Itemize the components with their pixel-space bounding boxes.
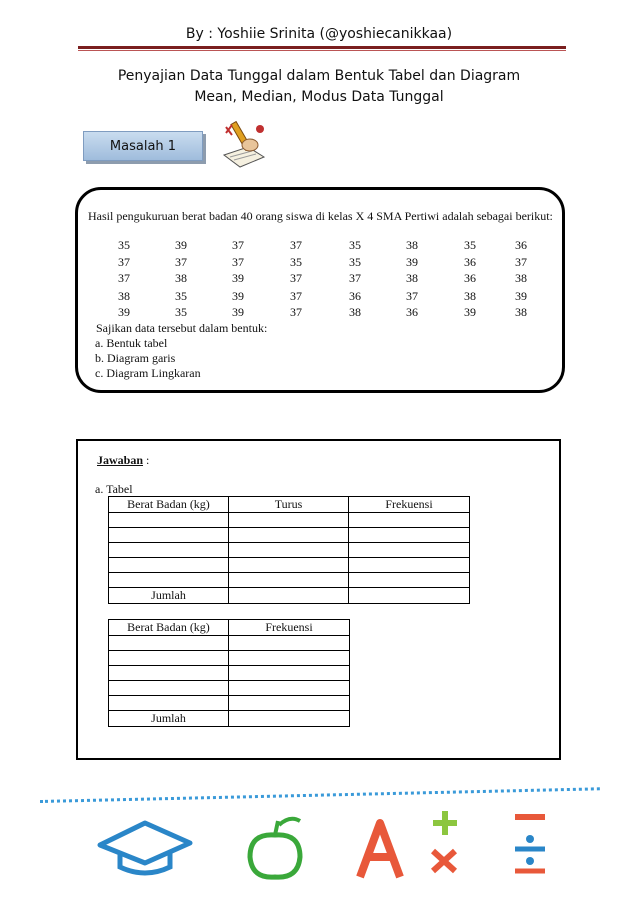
data-value: 35 bbox=[349, 238, 361, 252]
data-value: 36 bbox=[464, 271, 476, 285]
table-cell[interactable] bbox=[349, 588, 470, 604]
graduation-cap-icon bbox=[100, 823, 190, 873]
table-cell[interactable] bbox=[109, 681, 229, 696]
data-value: 36 bbox=[515, 238, 527, 252]
data-value: 37 bbox=[290, 305, 302, 319]
footer-decoration bbox=[90, 805, 610, 885]
column-header: Frekuensi bbox=[349, 497, 470, 513]
answer-heading-colon: : bbox=[143, 453, 150, 467]
table-header-row bbox=[109, 620, 350, 636]
data-value: 38 bbox=[118, 289, 130, 303]
data-value: 37 bbox=[118, 271, 130, 285]
table-cell[interactable] bbox=[349, 543, 470, 558]
table-cell[interactable] bbox=[229, 588, 349, 604]
data-value: 35 bbox=[175, 305, 187, 319]
table-cell[interactable] bbox=[229, 573, 349, 588]
instruction-item: c. Diagram Lingkaran bbox=[95, 366, 201, 380]
total-label: Jumlah bbox=[109, 588, 229, 604]
writing-hand-icon bbox=[218, 117, 270, 169]
header-rule-thin bbox=[78, 50, 566, 51]
data-value: 37 bbox=[232, 238, 244, 252]
table-cell[interactable] bbox=[229, 681, 350, 696]
table-cell[interactable] bbox=[229, 528, 349, 543]
data-value: 39 bbox=[464, 305, 476, 319]
instruction-block bbox=[96, 321, 267, 381]
data-value: 38 bbox=[406, 271, 418, 285]
footer-dotted-line bbox=[40, 787, 600, 803]
data-value: 39 bbox=[118, 305, 130, 319]
table-cell[interactable] bbox=[229, 558, 349, 573]
data-value: 39 bbox=[175, 238, 187, 252]
table-row bbox=[109, 513, 470, 528]
table-cell[interactable] bbox=[229, 651, 350, 666]
data-value: 37 bbox=[349, 271, 361, 285]
problem-intro: Hasil pengukuruan berat badan 40 orang siswa di kelas X 4 SMA Pertiwi adalah sebagai berikut: bbox=[88, 209, 553, 223]
data-value: 35 bbox=[290, 255, 302, 269]
table-row bbox=[109, 558, 470, 573]
page-title: Penyajian Data Tunggal dalam Bentuk Tabel dan Diagram bbox=[117, 68, 521, 84]
data-value: 37 bbox=[515, 255, 527, 269]
letter-a-icon bbox=[360, 823, 400, 877]
data-value: 38 bbox=[515, 271, 527, 285]
table-cell[interactable] bbox=[109, 666, 229, 681]
data-value: 38 bbox=[349, 305, 361, 319]
divide-icon bbox=[515, 835, 545, 871]
data-value: 39 bbox=[515, 289, 527, 303]
table-row bbox=[109, 636, 350, 651]
table-cell[interactable] bbox=[109, 636, 229, 651]
masalah-badge: Masalah 1 bbox=[83, 131, 203, 161]
data-value: 37 bbox=[118, 255, 130, 269]
table-cell[interactable] bbox=[229, 543, 349, 558]
data-value: 37 bbox=[290, 289, 302, 303]
table-row bbox=[109, 543, 470, 558]
table-row bbox=[109, 681, 350, 696]
table-cell[interactable] bbox=[109, 696, 229, 711]
data-value: 35 bbox=[175, 289, 187, 303]
table-row bbox=[109, 696, 350, 711]
table-total-row bbox=[109, 588, 470, 604]
answer-heading bbox=[97, 453, 149, 468]
table-cell[interactable] bbox=[229, 711, 350, 727]
answer-heading-label: Jawaban bbox=[97, 453, 144, 467]
data-value: 37 bbox=[290, 238, 302, 252]
table-cell[interactable] bbox=[229, 513, 349, 528]
column-header: Frekuensi bbox=[229, 620, 350, 636]
frequency-tally-table bbox=[108, 496, 470, 604]
data-value: 36 bbox=[349, 289, 361, 303]
data-value: 37 bbox=[232, 255, 244, 269]
header-rule bbox=[78, 46, 566, 49]
data-value: 37 bbox=[175, 255, 187, 269]
table-row bbox=[109, 528, 470, 543]
table-cell[interactable] bbox=[109, 513, 229, 528]
table-cell[interactable] bbox=[109, 543, 229, 558]
times-icon bbox=[433, 851, 455, 871]
data-value: 37 bbox=[406, 289, 418, 303]
data-value: 38 bbox=[406, 238, 418, 252]
data-value: 39 bbox=[232, 271, 244, 285]
data-value: 39 bbox=[406, 255, 418, 269]
table-cell[interactable] bbox=[229, 666, 350, 681]
column-header: Turus bbox=[229, 497, 349, 513]
table-cell[interactable] bbox=[109, 558, 229, 573]
table-total-row bbox=[109, 711, 350, 727]
table-cell[interactable] bbox=[349, 573, 470, 588]
table-cell[interactable] bbox=[109, 573, 229, 588]
table-row bbox=[109, 666, 350, 681]
table-cell[interactable] bbox=[229, 636, 350, 651]
data-value: 36 bbox=[406, 305, 418, 319]
table-row bbox=[109, 573, 470, 588]
table-cell[interactable] bbox=[349, 513, 470, 528]
data-value: 38 bbox=[175, 271, 187, 285]
data-value: 39 bbox=[232, 305, 244, 319]
table-header-row bbox=[109, 497, 470, 513]
table-cell[interactable] bbox=[109, 651, 229, 666]
instruction-item: b. Diagram garis bbox=[95, 351, 176, 365]
page-subtitle: Mean, Median, Modus Data Tunggal bbox=[194, 89, 444, 105]
data-value: 38 bbox=[515, 305, 527, 319]
table-cell[interactable] bbox=[349, 558, 470, 573]
data-value: 35 bbox=[349, 255, 361, 269]
data-value: 39 bbox=[232, 289, 244, 303]
answer-item-a: a. Tabel bbox=[95, 482, 133, 496]
instruction-item: a. Bentuk tabel bbox=[95, 336, 168, 350]
apple-icon bbox=[250, 819, 300, 877]
data-value: 36 bbox=[464, 255, 476, 269]
column-header: Berat Badan (kg) bbox=[109, 497, 229, 513]
total-label: Jumlah bbox=[109, 711, 229, 727]
table-row bbox=[109, 651, 350, 666]
table-cell[interactable] bbox=[229, 696, 350, 711]
data-value: 38 bbox=[464, 289, 476, 303]
plus-icon bbox=[433, 811, 457, 835]
column-header: Berat Badan (kg) bbox=[109, 620, 229, 636]
frequency-table bbox=[108, 619, 350, 727]
table-cell[interactable] bbox=[349, 528, 470, 543]
page-header: By : Yoshiie Srinita (@yoshiecanikkaa) bbox=[185, 26, 453, 42]
data-value: 35 bbox=[118, 238, 130, 252]
instruction-text: Sajikan data tersebut dalam bentuk: bbox=[96, 321, 268, 335]
table-cell[interactable] bbox=[109, 528, 229, 543]
data-value: 35 bbox=[464, 238, 476, 252]
data-value: 37 bbox=[290, 271, 302, 285]
